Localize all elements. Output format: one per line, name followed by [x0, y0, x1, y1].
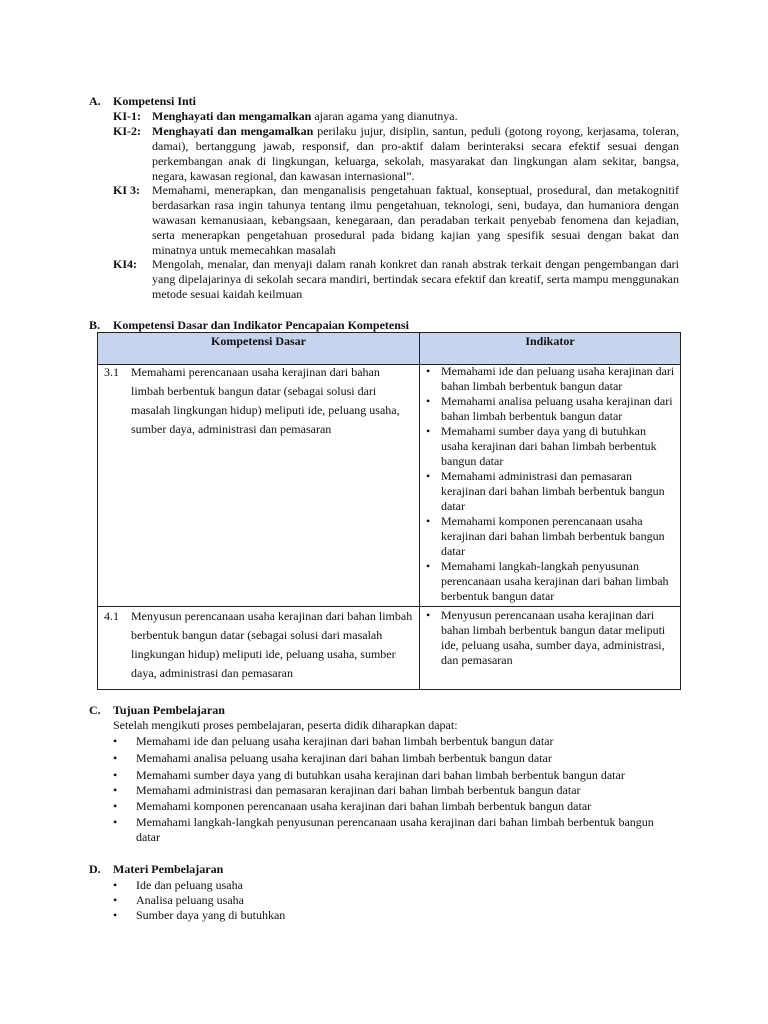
list-item [113, 768, 679, 783]
indicator-item [426, 394, 676, 424]
indicator-text: Memahami analisa peluang usaha kerajinan dari bahan limbah berbentuk bangun datar [441, 394, 673, 423]
column-header-kd: Kompetensi Dasar [211, 334, 306, 348]
table-header-row [98, 333, 680, 365]
indicator-text: Menyusun perencanaan usaha kerajinan dari bahan limbah berbentuk bangun datar meliputi ide, peluang usaha, sumber daya, administrasi, dan pemasaran [441, 608, 666, 667]
ki-2-rest: perilaku jujur, disiplin, santun, peduli (gotong royong, kerjasama, toleran, damai), bertanggung jawab, responsif, dan pro-aktif dalam berinteraksi secara efektif sesuai dengan perkembangan anak di lingkungan, keluarga, sekolah, masyarakat dan lingkungan alam sekitar, bangsa, negara, kawasan regional, dan kawasan internasional”. [152, 124, 679, 183]
bullet-icon: • [426, 559, 431, 573]
indicator-text: Memahami ide dan peluang usaha kerajinan dari bahan limbah berbentuk bangun datar [441, 364, 675, 393]
list-item [113, 893, 679, 908]
learning-objectives-list [113, 734, 679, 845]
list-item [113, 751, 679, 766]
bullet-icon: • [426, 608, 431, 622]
bullet-icon: • [426, 424, 431, 438]
list-item-text: Sumber daya yang di butuhkan [136, 908, 286, 922]
kd-number: 4.1 [104, 609, 119, 623]
indicator-item [426, 469, 676, 514]
list-item-text: Ide dan peluang usaha [136, 878, 243, 892]
ki-1 [113, 109, 679, 124]
section-c-heading [89, 703, 225, 718]
table-row-2-indicators [426, 608, 676, 668]
section-c-intro: Setelah mengikuti proses pembelajaran, peserta didik diharapkan dapat: [113, 718, 458, 732]
section-a-letter: A. [89, 94, 101, 108]
ki-2-bold: Menghayati dan mengamalkan [152, 124, 314, 138]
bullet-icon: • [426, 469, 431, 483]
section-d-letter: D. [89, 862, 101, 876]
section-b-title: Kompetensi Dasar dan Indikator Pencapaian Kompetensi [113, 318, 409, 332]
section-b-heading [89, 318, 409, 333]
list-item-text: Memahami administrasi dan pemasaran kerajinan dari bahan limbah berbentuk bangun datar [136, 783, 581, 797]
indicator-text: Memahami administrasi dan pemasaran kerajinan dari bahan limbah berbentuk bangun datar [441, 469, 665, 513]
section-c-letter: C. [89, 703, 101, 717]
indicator-item [426, 559, 676, 604]
bullet-icon: • [113, 734, 118, 748]
list-item-text: Analisa peluang usaha [136, 893, 244, 907]
indicator-item [426, 608, 676, 668]
kd-number: 3.1 [104, 365, 119, 379]
indicator-item [426, 424, 676, 469]
ki-3-label: KI 3: [113, 183, 140, 197]
list-item [113, 799, 679, 814]
ki-2-text [152, 124, 679, 184]
table-row-1-indicators [426, 364, 676, 604]
list-item [113, 878, 679, 893]
indicator-text: Memahami langkah-langkah penyusunan perencanaan usaha kerajinan dari bahan limbah berbentuk bangun datar [441, 559, 669, 603]
competency-table [97, 332, 681, 690]
table-row-1-kd [104, 363, 414, 603]
ki-3 [113, 183, 679, 258]
bullet-icon: • [113, 799, 118, 813]
indicator-item [426, 514, 676, 559]
table-column-divider [419, 333, 420, 689]
bullet-icon: • [426, 514, 431, 528]
bullet-icon: • [113, 768, 118, 782]
list-item [113, 908, 679, 923]
section-c-title: Tujuan Pembelajaran [113, 703, 225, 717]
ki-4-label: KI4: [113, 257, 137, 271]
bullet-icon: • [113, 893, 118, 907]
bullet-icon: • [113, 878, 118, 892]
bullet-icon: • [113, 908, 118, 922]
materials-list [113, 878, 679, 923]
section-a-heading [89, 94, 196, 109]
ki-1-bold: Menghayati dan mengamalkan [152, 109, 312, 123]
column-header-indikator: Indikator [525, 334, 575, 348]
ki-2 [113, 124, 679, 184]
ki-3-text: Memahami, menerapkan, dan menganalisis pengetahuan faktual, konseptual, prosedural, dan metakognitif berdasarkan rasa ingin tahunya tentang ilmu pengetahuan, teknologi, seni, budaya, dan humaniora dengan wawasan kemanusiaan, kebangsaan, kenegaraan, dan peradaban terkait penyebab fenomena dan kejadian, serta menerapkan pengetahuan prosedural pada bidang kajian yang spesifik sesuai dengan bakat dan minatnya untuk memecahkan masalah [152, 183, 679, 257]
list-item [113, 783, 679, 798]
bullet-icon: • [113, 815, 118, 829]
bullet-icon: • [426, 394, 431, 408]
ki-1-label: KI-1: [113, 109, 141, 123]
ki-2-label: KI-2: [113, 124, 141, 138]
list-item-text: Memahami ide dan peluang usaha kerajinan dari bahan limbah berbentuk bangun datar [136, 734, 554, 748]
section-d-heading [89, 862, 223, 877]
kd-text: Memahami perencanaan usaha kerajinan dari bahan limbah berbentuk bangun datar (sebagai solusi dari masalah lingkungan hidup) meliputi ide, peluang usaha, sumber daya, administrasi dan pemasaran [131, 365, 400, 436]
ki-4-text: Mengolah, menalar, dan menyaji dalam ranah konkret dan ranah abstrak terkait dengan pengembangan dari yang dipelajarinya di sekolah secara mandiri, bertindak secara efektif dan kreatif, serta mampu menggunakan metode sesuai kaidah keilmuan [152, 257, 679, 301]
list-item-text: Memahami komponen perencanaan usaha kerajinan dari bahan limbah berbentuk bangun datar [136, 799, 592, 813]
ki-1-text [152, 109, 679, 124]
section-a-title: Kompetensi Inti [113, 94, 197, 108]
bullet-icon: • [426, 364, 431, 378]
list-item-text: Memahami analisa peluang usaha kerajinan dari bahan limbah berbentuk bangun datar [136, 751, 552, 765]
bullet-icon: • [113, 751, 118, 765]
ki-1-rest: ajaran agama yang dianutnya. [311, 109, 458, 123]
bullet-icon: • [113, 783, 118, 797]
ki-4 [113, 257, 679, 302]
list-item-text: Memahami langkah-langkah penyusunan perencanaan usaha kerajinan dari bahan limbah berbentuk bangun datar [136, 815, 654, 844]
indicator-item [426, 364, 676, 394]
section-d-title: Materi Pembelajaran [113, 862, 224, 876]
indicator-text: Memahami sumber daya yang di butuhkan usaha kerajinan dari bahan limbah berbentuk bangun datar [441, 424, 657, 468]
list-item-text: Memahami sumber daya yang di butuhkan usaha kerajinan dari bahan limbah berbentuk bangun datar [136, 768, 625, 782]
section-b-letter: B. [89, 318, 101, 332]
list-item [113, 815, 679, 845]
indicator-text: Memahami komponen perencanaan usaha kerajinan dari bahan limbah berbentuk bangun datar [441, 514, 665, 558]
list-item [113, 734, 679, 749]
table-row-2-kd [104, 607, 414, 687]
kd-text: Menyusun perencanaan usaha kerajinan dari bahan limbah berbentuk bangun datar (sebagai solusi dari masalah lingkungan hidup) meliputi ide, peluang usaha, sumber daya, administrasi dan pemasaran [131, 609, 413, 680]
